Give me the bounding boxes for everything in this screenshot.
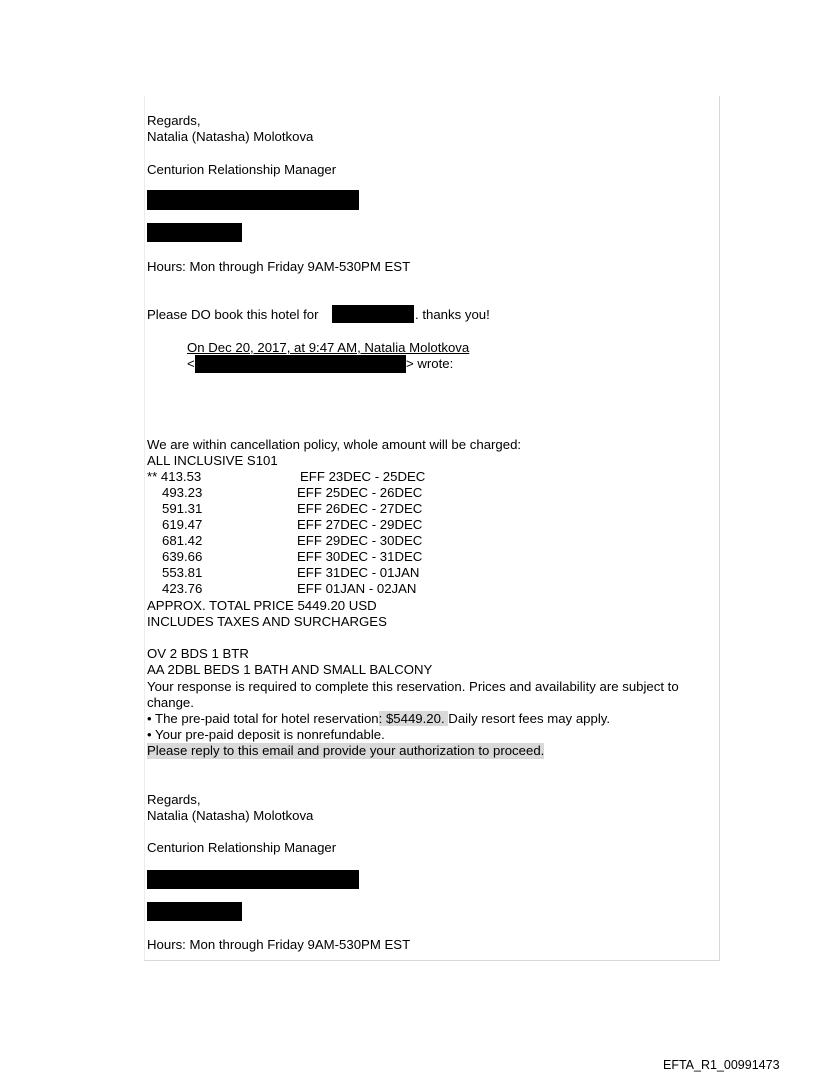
bullet-text: Daily resort fees may apply. [448, 711, 611, 726]
redaction-bar [332, 305, 414, 323]
cancellation-note: We are within cancellation policy, whole amount will be charged: [147, 437, 522, 452]
bullet-text: • The pre-paid total for hotel reservation [147, 711, 379, 726]
rate-dates: EFF 29DEC - 30DEC [297, 533, 423, 548]
sender-name: Natalia (Natasha) Molotkova [147, 808, 314, 823]
rate-price: 493.23 [162, 485, 203, 500]
document-id: EFTA_R1_00991473 [663, 1058, 780, 1072]
hours-text: Hours: Mon through Friday 9AM-530PM EST [147, 259, 411, 274]
highlighted-amount: : $5449.20. [378, 711, 449, 726]
rate-price: 619.47 [162, 517, 203, 532]
quote-lt: < [187, 356, 195, 371]
rate-dates: EFF 23DEC - 25DEC [300, 469, 426, 484]
rate-dates: EFF 25DEC - 26DEC [297, 485, 423, 500]
prepaid-total-bullet [147, 711, 610, 727]
quote-wrote: > wrote: [406, 356, 454, 371]
quote-header-line: On Dec 20, 2017, at 9:47 AM, Natalia Molotkova [187, 340, 470, 355]
sender-title: Centurion Relationship Manager [147, 840, 337, 855]
rate-dates: EFF 27DEC - 29DEC [297, 517, 423, 532]
rate-dates: EFF 01JAN - 02JAN [297, 581, 417, 596]
hours-text: Hours: Mon through Friday 9AM-530PM EST [147, 937, 411, 952]
rate-dates: EFF 26DEC - 27DEC [297, 501, 423, 516]
room-description: AA 2DBL BEDS 1 BATH AND SMALL BALCONY [147, 662, 433, 677]
redaction-bar [147, 902, 242, 921]
regards-text: Regards, [147, 792, 201, 807]
rate-price: 591.31 [162, 501, 203, 516]
redaction-bar [147, 190, 359, 210]
redaction-bar [147, 870, 359, 889]
room-code: OV 2 BDS 1 BTR [147, 646, 249, 661]
rate-price: ** 413.53 [147, 469, 202, 484]
reply-prefix: Please DO book this hotel for [147, 307, 319, 322]
reply-suffix: . thanks you! [415, 307, 490, 322]
sender-title: Centurion Relationship Manager [147, 162, 337, 177]
rate-price: 423.76 [162, 581, 203, 596]
response-required-text-cont: change. [147, 695, 194, 710]
rate-price: 681.42 [162, 533, 203, 548]
redaction-bar [195, 355, 406, 373]
rate-price: 639.66 [162, 549, 203, 564]
rate-price: 553.81 [162, 565, 203, 580]
rate-plan: ALL INCLUSIVE S101 [147, 453, 278, 468]
regards-text: Regards, [147, 113, 201, 128]
authorization-request: Please reply to this email and provide your authorization to proceed. [147, 743, 545, 758]
response-required-text: Your response is required to complete this reservation. Prices and availability are subject to [147, 679, 679, 694]
redaction-bar [147, 223, 242, 242]
deposit-bullet: • Your pre-paid deposit is nonrefundable. [147, 727, 385, 742]
sender-name: Natalia (Natasha) Molotkova [147, 129, 314, 144]
rate-dates: EFF 31DEC - 01JAN [297, 565, 420, 580]
rate-dates: EFF 30DEC - 31DEC [297, 549, 423, 564]
total-price: APPROX. TOTAL PRICE 5449.20 USD [147, 598, 377, 613]
includes-note: INCLUDES TAXES AND SURCHARGES [147, 614, 387, 629]
